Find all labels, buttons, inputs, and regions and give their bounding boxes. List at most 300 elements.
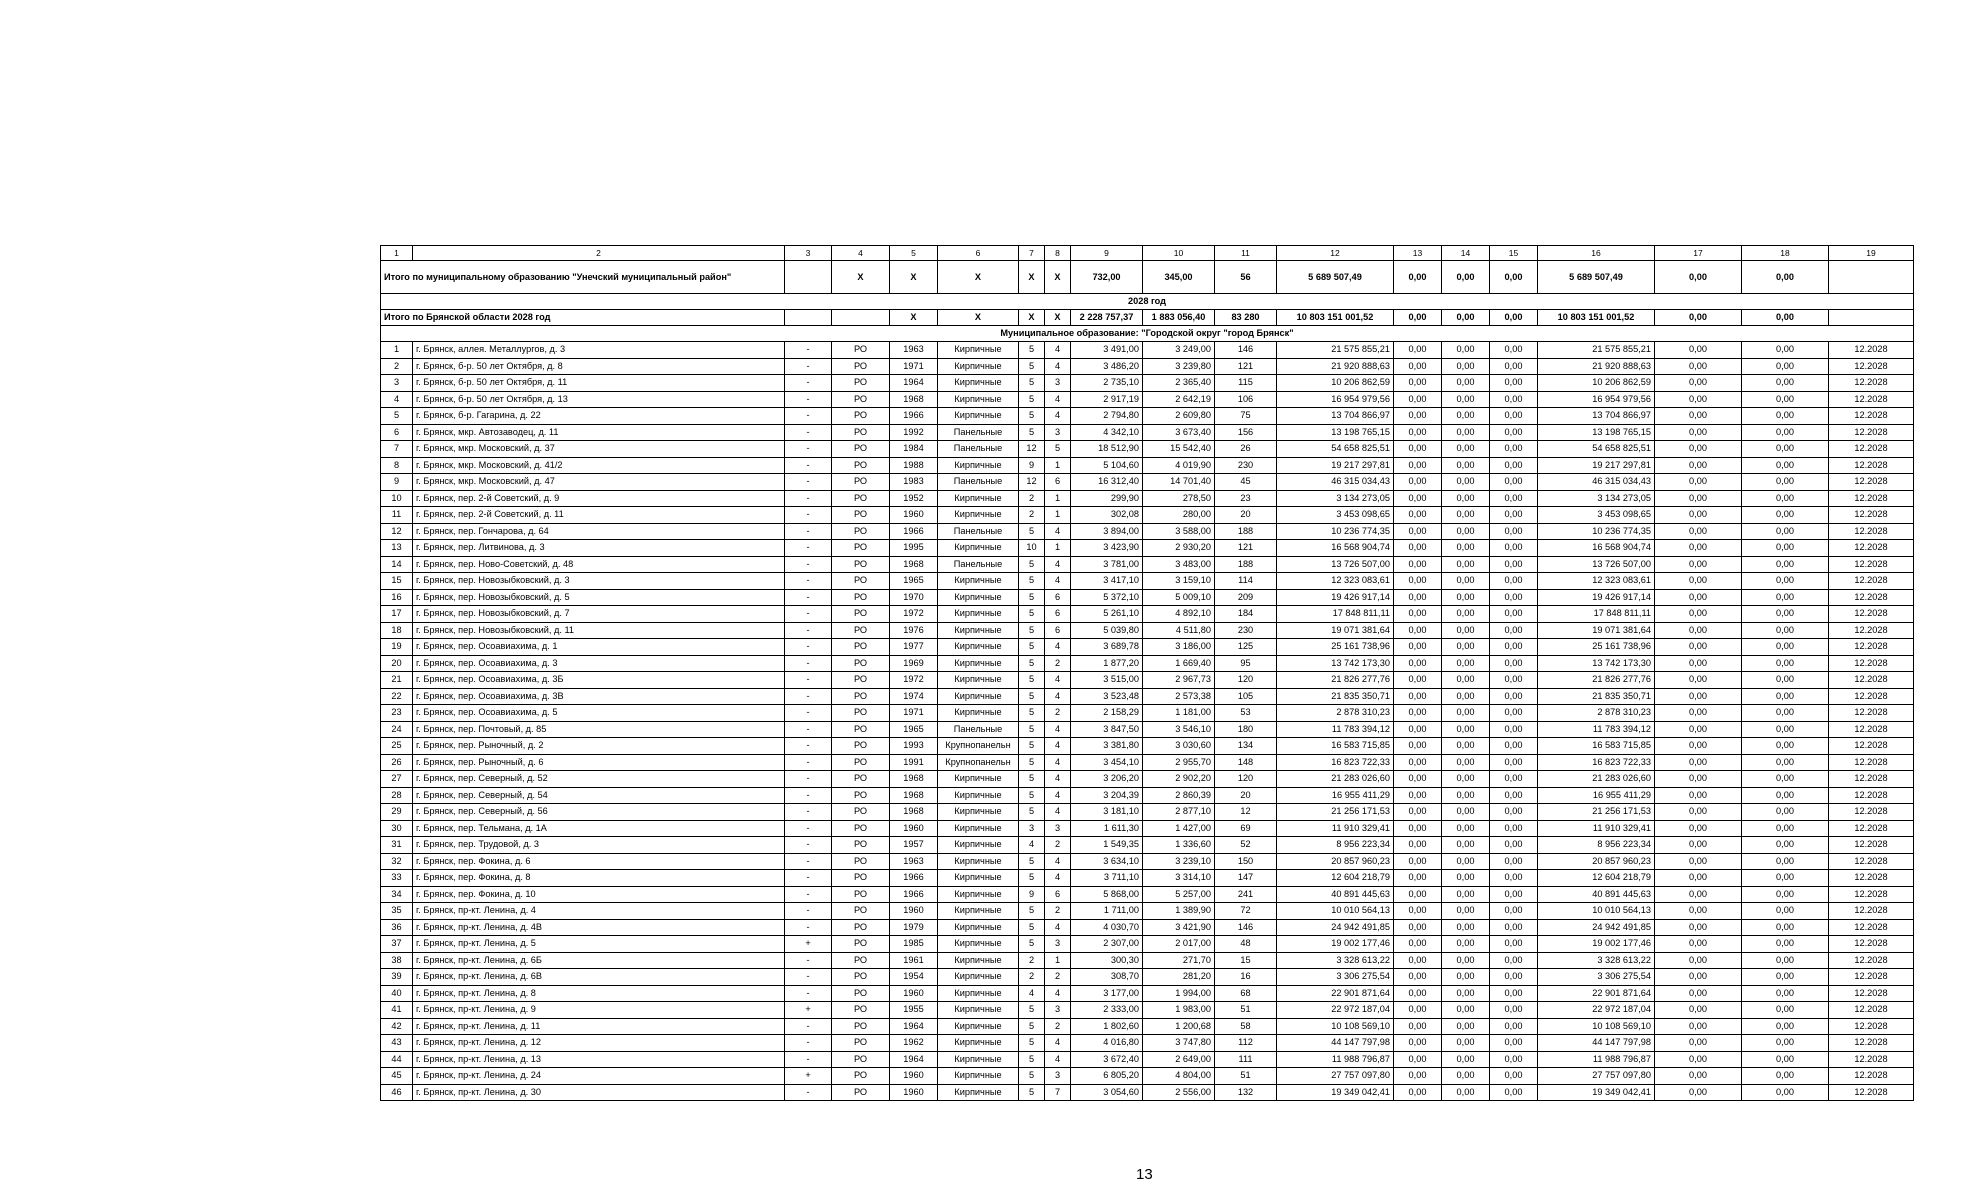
table-cell: 18 512,90 bbox=[1071, 441, 1143, 458]
table-cell: - bbox=[785, 903, 832, 920]
table-cell: 12.2028 bbox=[1829, 1051, 1914, 1068]
table-cell: РО bbox=[832, 952, 890, 969]
table-cell: 21 256 171,53 bbox=[1538, 804, 1655, 821]
total-cell: 0,00 bbox=[1490, 261, 1538, 294]
table-cell: 1 bbox=[381, 342, 413, 359]
table-row bbox=[381, 540, 1914, 557]
table-cell: 0,00 bbox=[1442, 754, 1490, 771]
table-cell: 4 bbox=[1045, 1051, 1071, 1068]
table-cell: 0,00 bbox=[1490, 787, 1538, 804]
total-cell: 345,00 bbox=[1143, 261, 1215, 294]
table-cell: 4 bbox=[1045, 870, 1071, 887]
table-cell: 106 bbox=[1215, 391, 1277, 408]
table-cell: 0,00 bbox=[1742, 622, 1829, 639]
address-cell: г. Брянск, пер. Трудовой, д. 3 bbox=[413, 837, 785, 854]
table-cell: 0,00 bbox=[1742, 721, 1829, 738]
table-cell: 0,00 bbox=[1742, 804, 1829, 821]
table-cell: 4 030,70 bbox=[1071, 919, 1143, 936]
table-cell: 0,00 bbox=[1742, 1084, 1829, 1101]
table-cell: 38 bbox=[381, 952, 413, 969]
table-cell: 0,00 bbox=[1442, 424, 1490, 441]
table-cell: 0,00 bbox=[1655, 358, 1742, 375]
address-cell: г. Брянск, мкр. Московский, д. 37 bbox=[413, 441, 785, 458]
table-cell: 3 181,10 bbox=[1071, 804, 1143, 821]
table-cell: РО bbox=[832, 622, 890, 639]
table-cell: 3 483,00 bbox=[1143, 556, 1215, 573]
table-cell: 0,00 bbox=[1394, 870, 1442, 887]
table-cell: 1963 bbox=[890, 853, 938, 870]
table-cell: 0,00 bbox=[1394, 457, 1442, 474]
table-cell: 5 bbox=[1019, 408, 1045, 425]
table-cell: 12.2028 bbox=[1829, 787, 1914, 804]
table-cell: 1977 bbox=[890, 639, 938, 656]
table-cell: 5 bbox=[1019, 391, 1045, 408]
total-cell: 0,00 bbox=[1442, 310, 1490, 326]
table-cell: 0,00 bbox=[1442, 556, 1490, 573]
table-cell: 11 910 329,41 bbox=[1538, 820, 1655, 837]
table-cell: 0,00 bbox=[1442, 540, 1490, 557]
table-cell: 39 bbox=[381, 969, 413, 986]
table-cell: 20 bbox=[1215, 507, 1277, 524]
table-cell: 2 bbox=[1019, 507, 1045, 524]
address-cell: г. Брянск, пер. Осоавиахима, д. 3В bbox=[413, 688, 785, 705]
table-cell: 6 bbox=[1045, 589, 1071, 606]
table-cell: 16 bbox=[1215, 969, 1277, 986]
region-total-row bbox=[381, 310, 1914, 326]
table-cell: 21 826 277,76 bbox=[1277, 672, 1394, 689]
table-cell: 4 342,10 bbox=[1071, 424, 1143, 441]
address-cell: г. Брянск, пер. Почтовый, д. 85 bbox=[413, 721, 785, 738]
table-cell: 0,00 bbox=[1655, 490, 1742, 507]
table-cell: 41 bbox=[381, 1002, 413, 1019]
table-cell: 1974 bbox=[890, 688, 938, 705]
table-cell: 1965 bbox=[890, 573, 938, 590]
table-cell: 5 bbox=[1019, 721, 1045, 738]
table-cell: 3 bbox=[381, 375, 413, 392]
table-cell: 115 bbox=[1215, 375, 1277, 392]
section-title: Муниципальное образование: "Городской округ "город Брянск" bbox=[381, 326, 1914, 342]
table-cell: 10 010 564,13 bbox=[1538, 903, 1655, 920]
table-cell: 23 bbox=[381, 705, 413, 722]
table-cell: 0,00 bbox=[1442, 523, 1490, 540]
table-cell: 5 bbox=[1019, 639, 1045, 656]
table-cell: 0,00 bbox=[1655, 474, 1742, 491]
table-cell: 25 161 738,96 bbox=[1538, 639, 1655, 656]
table-cell: 241 bbox=[1215, 886, 1277, 903]
table-cell: Крупнопанельн bbox=[938, 738, 1019, 755]
table-cell: 0,00 bbox=[1394, 837, 1442, 854]
table-cell: 0,00 bbox=[1490, 936, 1538, 953]
table-row bbox=[381, 754, 1914, 771]
total-cell: 732,00 bbox=[1071, 261, 1143, 294]
address-cell: г. Брянск, мкр. Московский, д. 47 bbox=[413, 474, 785, 491]
table-cell: 10 bbox=[381, 490, 413, 507]
table-cell: 0,00 bbox=[1394, 738, 1442, 755]
table-row bbox=[381, 853, 1914, 870]
table-cell: 2 902,20 bbox=[1143, 771, 1215, 788]
table-cell: 0,00 bbox=[1490, 457, 1538, 474]
table-cell: 0,00 bbox=[1490, 556, 1538, 573]
table-cell: 19 426 917,14 bbox=[1277, 589, 1394, 606]
table-cell: - bbox=[785, 639, 832, 656]
table-cell: 146 bbox=[1215, 919, 1277, 936]
table-cell: 0,00 bbox=[1742, 1002, 1829, 1019]
table-cell: 15 bbox=[1215, 952, 1277, 969]
table-cell: 3 673,40 bbox=[1143, 424, 1215, 441]
table-row bbox=[381, 1051, 1914, 1068]
table-cell: 12.2028 bbox=[1829, 771, 1914, 788]
table-cell: РО bbox=[832, 787, 890, 804]
table-cell: 1 877,20 bbox=[1071, 655, 1143, 672]
table-cell: 0,00 bbox=[1655, 936, 1742, 953]
address-cell: г. Брянск, пр-кт. Ленина, д. 30 bbox=[413, 1084, 785, 1101]
table-cell: 2 930,20 bbox=[1143, 540, 1215, 557]
table-cell: 1952 bbox=[890, 490, 938, 507]
table-cell: 1968 bbox=[890, 771, 938, 788]
table-cell: 5 bbox=[1019, 606, 1045, 623]
table-cell: 0,00 bbox=[1490, 688, 1538, 705]
table-cell: 16 954 979,56 bbox=[1277, 391, 1394, 408]
table-cell: 5 bbox=[1019, 787, 1045, 804]
table-cell: 26 bbox=[381, 754, 413, 771]
table-cell: 0,00 bbox=[1394, 589, 1442, 606]
table-cell: 4 bbox=[381, 391, 413, 408]
table-cell: РО bbox=[832, 655, 890, 672]
table-cell: 0,00 bbox=[1655, 507, 1742, 524]
table-cell: Кирпичные bbox=[938, 639, 1019, 656]
table-cell: 1960 bbox=[890, 507, 938, 524]
table-cell: 2 794,80 bbox=[1071, 408, 1143, 425]
table-cell: 5 bbox=[1019, 1051, 1045, 1068]
table-cell: 21 bbox=[381, 672, 413, 689]
table-cell: РО bbox=[832, 1051, 890, 1068]
table-cell: 54 658 825,51 bbox=[1277, 441, 1394, 458]
housing-repair-table bbox=[380, 245, 1914, 1101]
table-cell: 1 bbox=[1045, 540, 1071, 557]
table-cell: РО bbox=[832, 457, 890, 474]
address-cell: г. Брянск, пр-кт. Ленина, д. 8 bbox=[413, 985, 785, 1002]
table-cell: 0,00 bbox=[1442, 375, 1490, 392]
table-cell: 3 bbox=[1045, 936, 1071, 953]
address-cell: г. Брянск, б-р. Гагарина, д. 22 bbox=[413, 408, 785, 425]
table-cell: 1984 bbox=[890, 441, 938, 458]
table-cell: 0,00 bbox=[1442, 688, 1490, 705]
table-cell: 0,00 bbox=[1442, 573, 1490, 590]
address-cell: г. Брянск, пер. Рыночный, д. 2 bbox=[413, 738, 785, 755]
table-row bbox=[381, 342, 1914, 359]
table-cell: Кирпичные bbox=[938, 886, 1019, 903]
table-cell: Кирпичные bbox=[938, 771, 1019, 788]
table-cell: - bbox=[785, 1084, 832, 1101]
table-cell: Кирпичные bbox=[938, 655, 1019, 672]
table-cell: 3 186,00 bbox=[1143, 639, 1215, 656]
table-cell: 7 bbox=[1045, 1084, 1071, 1101]
address-cell: г. Брянск, пр-кт. Ленина, д. 13 bbox=[413, 1051, 785, 1068]
table-cell: 0,00 bbox=[1655, 837, 1742, 854]
table-cell: 209 bbox=[1215, 589, 1277, 606]
table-cell: 1963 bbox=[890, 342, 938, 359]
table-cell: 0,00 bbox=[1442, 738, 1490, 755]
total-cell: 2 228 757,37 bbox=[1071, 310, 1143, 326]
table-cell: 0,00 bbox=[1490, 424, 1538, 441]
year-label: 2028 год bbox=[381, 294, 1914, 310]
table-cell: 16 bbox=[381, 589, 413, 606]
table-cell: 0,00 bbox=[1742, 358, 1829, 375]
total-cell: X bbox=[1045, 310, 1071, 326]
region-total-label: Итого по Брянской области 2028 год bbox=[381, 310, 785, 326]
table-cell: 2 bbox=[1045, 655, 1071, 672]
table-cell: 0,00 bbox=[1394, 886, 1442, 903]
table-cell: 37 bbox=[381, 936, 413, 953]
table-cell: 0,00 bbox=[1742, 1035, 1829, 1052]
table-cell: 12.2028 bbox=[1829, 540, 1914, 557]
table-cell: 1966 bbox=[890, 408, 938, 425]
table-cell: 150 bbox=[1215, 853, 1277, 870]
table-cell: - bbox=[785, 655, 832, 672]
table-cell: - bbox=[785, 721, 832, 738]
table-cell: - bbox=[785, 424, 832, 441]
table-cell: 19 349 042,41 bbox=[1277, 1084, 1394, 1101]
table-cell: 7 bbox=[381, 441, 413, 458]
table-cell: 4 bbox=[1045, 985, 1071, 1002]
table-cell: 19 349 042,41 bbox=[1538, 1084, 1655, 1101]
table-cell: 12 323 083,61 bbox=[1277, 573, 1394, 590]
address-cell: г. Брянск, пер. Новозыбковский, д. 5 bbox=[413, 589, 785, 606]
table-cell: 121 bbox=[1215, 540, 1277, 557]
table-cell: 0,00 bbox=[1490, 870, 1538, 887]
table-cell: РО bbox=[832, 441, 890, 458]
table-cell: 8 956 223,34 bbox=[1538, 837, 1655, 854]
table-cell: 0,00 bbox=[1394, 903, 1442, 920]
table-cell: 1983 bbox=[890, 474, 938, 491]
table-cell: - bbox=[785, 820, 832, 837]
table-cell: РО bbox=[832, 672, 890, 689]
table-cell: 3 177,00 bbox=[1071, 985, 1143, 1002]
address-cell: г. Брянск, пер. Осоавиахима, д. 5 bbox=[413, 705, 785, 722]
table-cell: 4 511,80 bbox=[1143, 622, 1215, 639]
table-row bbox=[381, 1068, 1914, 1085]
table-cell: 0,00 bbox=[1655, 1051, 1742, 1068]
table-cell: 280,00 bbox=[1143, 507, 1215, 524]
address-cell: г. Брянск, пер. Новозыбковский, д. 3 bbox=[413, 573, 785, 590]
table-cell: РО bbox=[832, 474, 890, 491]
table-row bbox=[381, 886, 1914, 903]
table-cell: 0,00 bbox=[1490, 540, 1538, 557]
table-row bbox=[381, 952, 1914, 969]
table-cell: 1954 bbox=[890, 969, 938, 986]
table-cell: - bbox=[785, 556, 832, 573]
table-cell: 4 bbox=[1045, 523, 1071, 540]
table-cell: 156 bbox=[1215, 424, 1277, 441]
table-cell: 0,00 bbox=[1394, 523, 1442, 540]
table-cell: 0,00 bbox=[1394, 688, 1442, 705]
total-cell: X bbox=[1019, 310, 1045, 326]
table-cell: 3 206,20 bbox=[1071, 771, 1143, 788]
address-cell: г. Брянск, пер. Новозыбковский, д. 11 bbox=[413, 622, 785, 639]
table-cell: 111 bbox=[1215, 1051, 1277, 1068]
table-cell: 46 315 034,43 bbox=[1277, 474, 1394, 491]
table-cell: 0,00 bbox=[1442, 903, 1490, 920]
table-cell: 12.2028 bbox=[1829, 754, 1914, 771]
table-cell: 0,00 bbox=[1655, 342, 1742, 359]
table-cell: 20 857 960,23 bbox=[1277, 853, 1394, 870]
table-cell: 0,00 bbox=[1655, 754, 1742, 771]
address-cell: г. Брянск, пер. Осоавиахима, д. 3Б bbox=[413, 672, 785, 689]
table-cell: - bbox=[785, 738, 832, 755]
table-cell: 1 bbox=[1045, 507, 1071, 524]
table-cell: - bbox=[785, 1035, 832, 1052]
table-cell: 188 bbox=[1215, 523, 1277, 540]
table-cell: 1976 bbox=[890, 622, 938, 639]
table-cell: РО bbox=[832, 556, 890, 573]
table-cell: Кирпичные bbox=[938, 969, 1019, 986]
table-cell: 40 bbox=[381, 985, 413, 1002]
table-cell: 21 256 171,53 bbox=[1277, 804, 1394, 821]
table-cell: 0,00 bbox=[1490, 1018, 1538, 1035]
address-cell: г. Брянск, пр-кт. Ленина, д. 4 bbox=[413, 903, 785, 920]
table-cell: 2 878 310,23 bbox=[1538, 705, 1655, 722]
table-cell: 6 bbox=[1045, 474, 1071, 491]
total-cell: 0,00 bbox=[1442, 261, 1490, 294]
table-cell: 16 568 904,74 bbox=[1538, 540, 1655, 557]
table-cell: 45 bbox=[1215, 474, 1277, 491]
table-cell: 27 757 097,80 bbox=[1538, 1068, 1655, 1085]
table-cell: 25 161 738,96 bbox=[1277, 639, 1394, 656]
year-row bbox=[381, 294, 1914, 310]
table-row bbox=[381, 705, 1914, 722]
table-cell: Кирпичные bbox=[938, 919, 1019, 936]
table-cell: 31 bbox=[381, 837, 413, 854]
table-cell: 11 783 394,12 bbox=[1538, 721, 1655, 738]
table-cell: 0,00 bbox=[1655, 820, 1742, 837]
table-cell: 0,00 bbox=[1442, 507, 1490, 524]
table-cell: 2 917,19 bbox=[1071, 391, 1143, 408]
table-cell: 0,00 bbox=[1490, 705, 1538, 722]
table-cell: РО bbox=[832, 606, 890, 623]
table-cell: 125 bbox=[1215, 639, 1277, 656]
table-cell: 19 071 381,64 bbox=[1277, 622, 1394, 639]
table-cell: 0,00 bbox=[1442, 358, 1490, 375]
table-cell: 3 672,40 bbox=[1071, 1051, 1143, 1068]
table-cell: 75 bbox=[1215, 408, 1277, 425]
table-cell: Кирпичные bbox=[938, 820, 1019, 837]
table-cell: 12.2028 bbox=[1829, 985, 1914, 1002]
table-cell: 3 239,80 bbox=[1143, 358, 1215, 375]
address-cell: г. Брянск, мкр. Автозаводец, д. 11 bbox=[413, 424, 785, 441]
table-cell: 308,70 bbox=[1071, 969, 1143, 986]
address-cell: г. Брянск, пер. Фокина, д. 6 bbox=[413, 853, 785, 870]
table-cell: 40 891 445,63 bbox=[1277, 886, 1394, 903]
table-cell: 3 491,00 bbox=[1071, 342, 1143, 359]
table-cell: - bbox=[785, 441, 832, 458]
table-cell: 4 bbox=[1045, 391, 1071, 408]
col-header: 15 bbox=[1490, 246, 1538, 261]
table-cell: 0,00 bbox=[1442, 804, 1490, 821]
table-cell: 5 257,00 bbox=[1143, 886, 1215, 903]
table-cell: 0,00 bbox=[1442, 391, 1490, 408]
table-cell: 0,00 bbox=[1442, 639, 1490, 656]
table-cell: 4 bbox=[1045, 408, 1071, 425]
table-cell: 4 bbox=[1045, 771, 1071, 788]
address-cell: г. Брянск, пер. 2-й Советский, д. 11 bbox=[413, 507, 785, 524]
table-cell: - bbox=[785, 342, 832, 359]
table-cell: 16 568 904,74 bbox=[1277, 540, 1394, 557]
table-row bbox=[381, 655, 1914, 672]
table-cell: - bbox=[785, 490, 832, 507]
table-cell: 121 bbox=[1215, 358, 1277, 375]
table-cell: 44 bbox=[381, 1051, 413, 1068]
table-cell: 21 835 350,71 bbox=[1538, 688, 1655, 705]
table-cell: 21 575 855,21 bbox=[1277, 342, 1394, 359]
table-cell: 2 bbox=[1045, 903, 1071, 920]
col-header: 19 bbox=[1829, 246, 1914, 261]
table-cell: 0,00 bbox=[1655, 408, 1742, 425]
table-cell: 0,00 bbox=[1655, 705, 1742, 722]
table-cell: РО bbox=[832, 589, 890, 606]
table-cell: РО bbox=[832, 1002, 890, 1019]
table-cell: Кирпичные bbox=[938, 1035, 1019, 1052]
table-cell: 0,00 bbox=[1655, 441, 1742, 458]
address-cell: г. Брянск, пр-кт. Ленина, д. 24 bbox=[413, 1068, 785, 1085]
table-cell: 0,00 bbox=[1490, 853, 1538, 870]
table-cell: 0,00 bbox=[1655, 886, 1742, 903]
table-cell: 2 573,38 bbox=[1143, 688, 1215, 705]
total-cell bbox=[785, 261, 832, 294]
col-header: 18 bbox=[1742, 246, 1829, 261]
table-cell: 12.2028 bbox=[1829, 1035, 1914, 1052]
address-cell: г. Брянск, пер. Новозыбковский, д. 7 bbox=[413, 606, 785, 623]
table-cell: 3 894,00 bbox=[1071, 523, 1143, 540]
table-cell: 24 942 491,85 bbox=[1538, 919, 1655, 936]
table-cell: 13 704 866,97 bbox=[1538, 408, 1655, 425]
table-cell: 0,00 bbox=[1490, 408, 1538, 425]
table-cell: 0,00 bbox=[1490, 391, 1538, 408]
table-cell: 16 955 411,29 bbox=[1277, 787, 1394, 804]
table-cell: 0,00 bbox=[1655, 870, 1742, 887]
table-cell: 9 bbox=[1019, 886, 1045, 903]
table-cell: 230 bbox=[1215, 622, 1277, 639]
table-cell: 12.2028 bbox=[1829, 837, 1914, 854]
table-cell: РО bbox=[832, 820, 890, 837]
table-cell: 0,00 bbox=[1742, 589, 1829, 606]
table-cell: 19 426 917,14 bbox=[1538, 589, 1655, 606]
table-cell: 52 bbox=[1215, 837, 1277, 854]
table-cell: 147 bbox=[1215, 870, 1277, 887]
table-cell: 0,00 bbox=[1655, 391, 1742, 408]
table-cell: 0,00 bbox=[1742, 919, 1829, 936]
table-cell: 1966 bbox=[890, 870, 938, 887]
table-cell: 20 bbox=[381, 655, 413, 672]
table-cell: 3 306 275,54 bbox=[1277, 969, 1394, 986]
table-cell: 12.2028 bbox=[1829, 424, 1914, 441]
table-cell: 12.2028 bbox=[1829, 375, 1914, 392]
table-cell: 4 bbox=[1045, 919, 1071, 936]
col-header: 13 bbox=[1394, 246, 1442, 261]
table-cell: 2 bbox=[1045, 1018, 1071, 1035]
table-cell: 0,00 bbox=[1394, 919, 1442, 936]
table-cell: 3 bbox=[1045, 375, 1071, 392]
table-cell: 0,00 bbox=[1655, 804, 1742, 821]
table-cell: РО bbox=[832, 870, 890, 887]
table-cell: 4 bbox=[1045, 853, 1071, 870]
table-cell: 0,00 bbox=[1394, 375, 1442, 392]
table-cell: 0,00 bbox=[1742, 903, 1829, 920]
table-cell: - bbox=[785, 804, 832, 821]
table-row bbox=[381, 771, 1914, 788]
table-cell: 12.2028 bbox=[1829, 622, 1914, 639]
table-cell: 1964 bbox=[890, 375, 938, 392]
table-cell: 1960 bbox=[890, 820, 938, 837]
